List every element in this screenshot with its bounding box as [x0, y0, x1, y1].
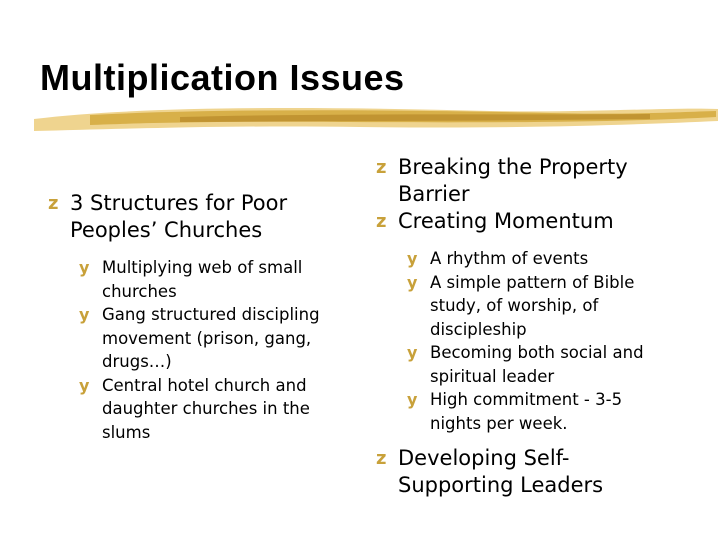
right-heading	[374, 445, 674, 499]
right-heading-text: Developing Self-Supporting Leaders	[398, 446, 604, 497]
right-item-text: High commitment - 3-5 nights per week.	[430, 390, 623, 433]
left-heading-text: 3 Structures for Poor Peoples’ Churches	[70, 191, 288, 242]
level1-bullet-icon: z	[376, 211, 387, 232]
left-item-text: Central hotel church and daughter churches in the slums	[102, 375, 310, 442]
right-item	[374, 271, 674, 342]
level2-bullet-icon: y	[407, 272, 418, 292]
right-item	[374, 341, 674, 388]
level2-bullet-icon: y	[407, 343, 418, 362]
left-item	[46, 256, 346, 303]
right-item-text: A simple pattern of Bible study, of worship, of discipleship	[430, 272, 635, 339]
left-item-text: Multiplying web of small churches	[102, 258, 303, 301]
left-item	[46, 374, 346, 445]
right-heading-text: Creating Momentum	[398, 209, 614, 233]
left-item	[46, 303, 346, 374]
right-heading-text: Breaking the Property Barrier	[398, 155, 628, 206]
right-item-text: A rhythm of events	[430, 249, 589, 268]
right-item	[374, 247, 674, 271]
slide-title: Multiplication Issues	[40, 57, 405, 98]
level2-bullet-icon: y	[79, 258, 90, 277]
level2-bullet-icon: y	[79, 375, 90, 395]
level2-bullet-icon: y	[79, 305, 90, 324]
left-heading	[46, 190, 346, 244]
left-column	[46, 190, 346, 444]
right-column	[374, 154, 674, 499]
title-underline-brushstroke	[30, 95, 720, 140]
right-heading	[374, 154, 674, 208]
left-item-text: Gang structured discipling movement (prison, gang, drugs…)	[102, 305, 320, 371]
level1-bullet-icon: z	[376, 448, 387, 469]
right-item-text: Becoming both social and spiritual leader	[430, 343, 644, 386]
level1-bullet-icon: z	[48, 193, 59, 214]
level2-bullet-icon: y	[407, 390, 418, 409]
level2-bullet-icon: y	[407, 249, 418, 268]
right-heading	[374, 208, 674, 235]
right-item	[374, 388, 674, 435]
level1-bullet-icon: z	[376, 157, 387, 178]
